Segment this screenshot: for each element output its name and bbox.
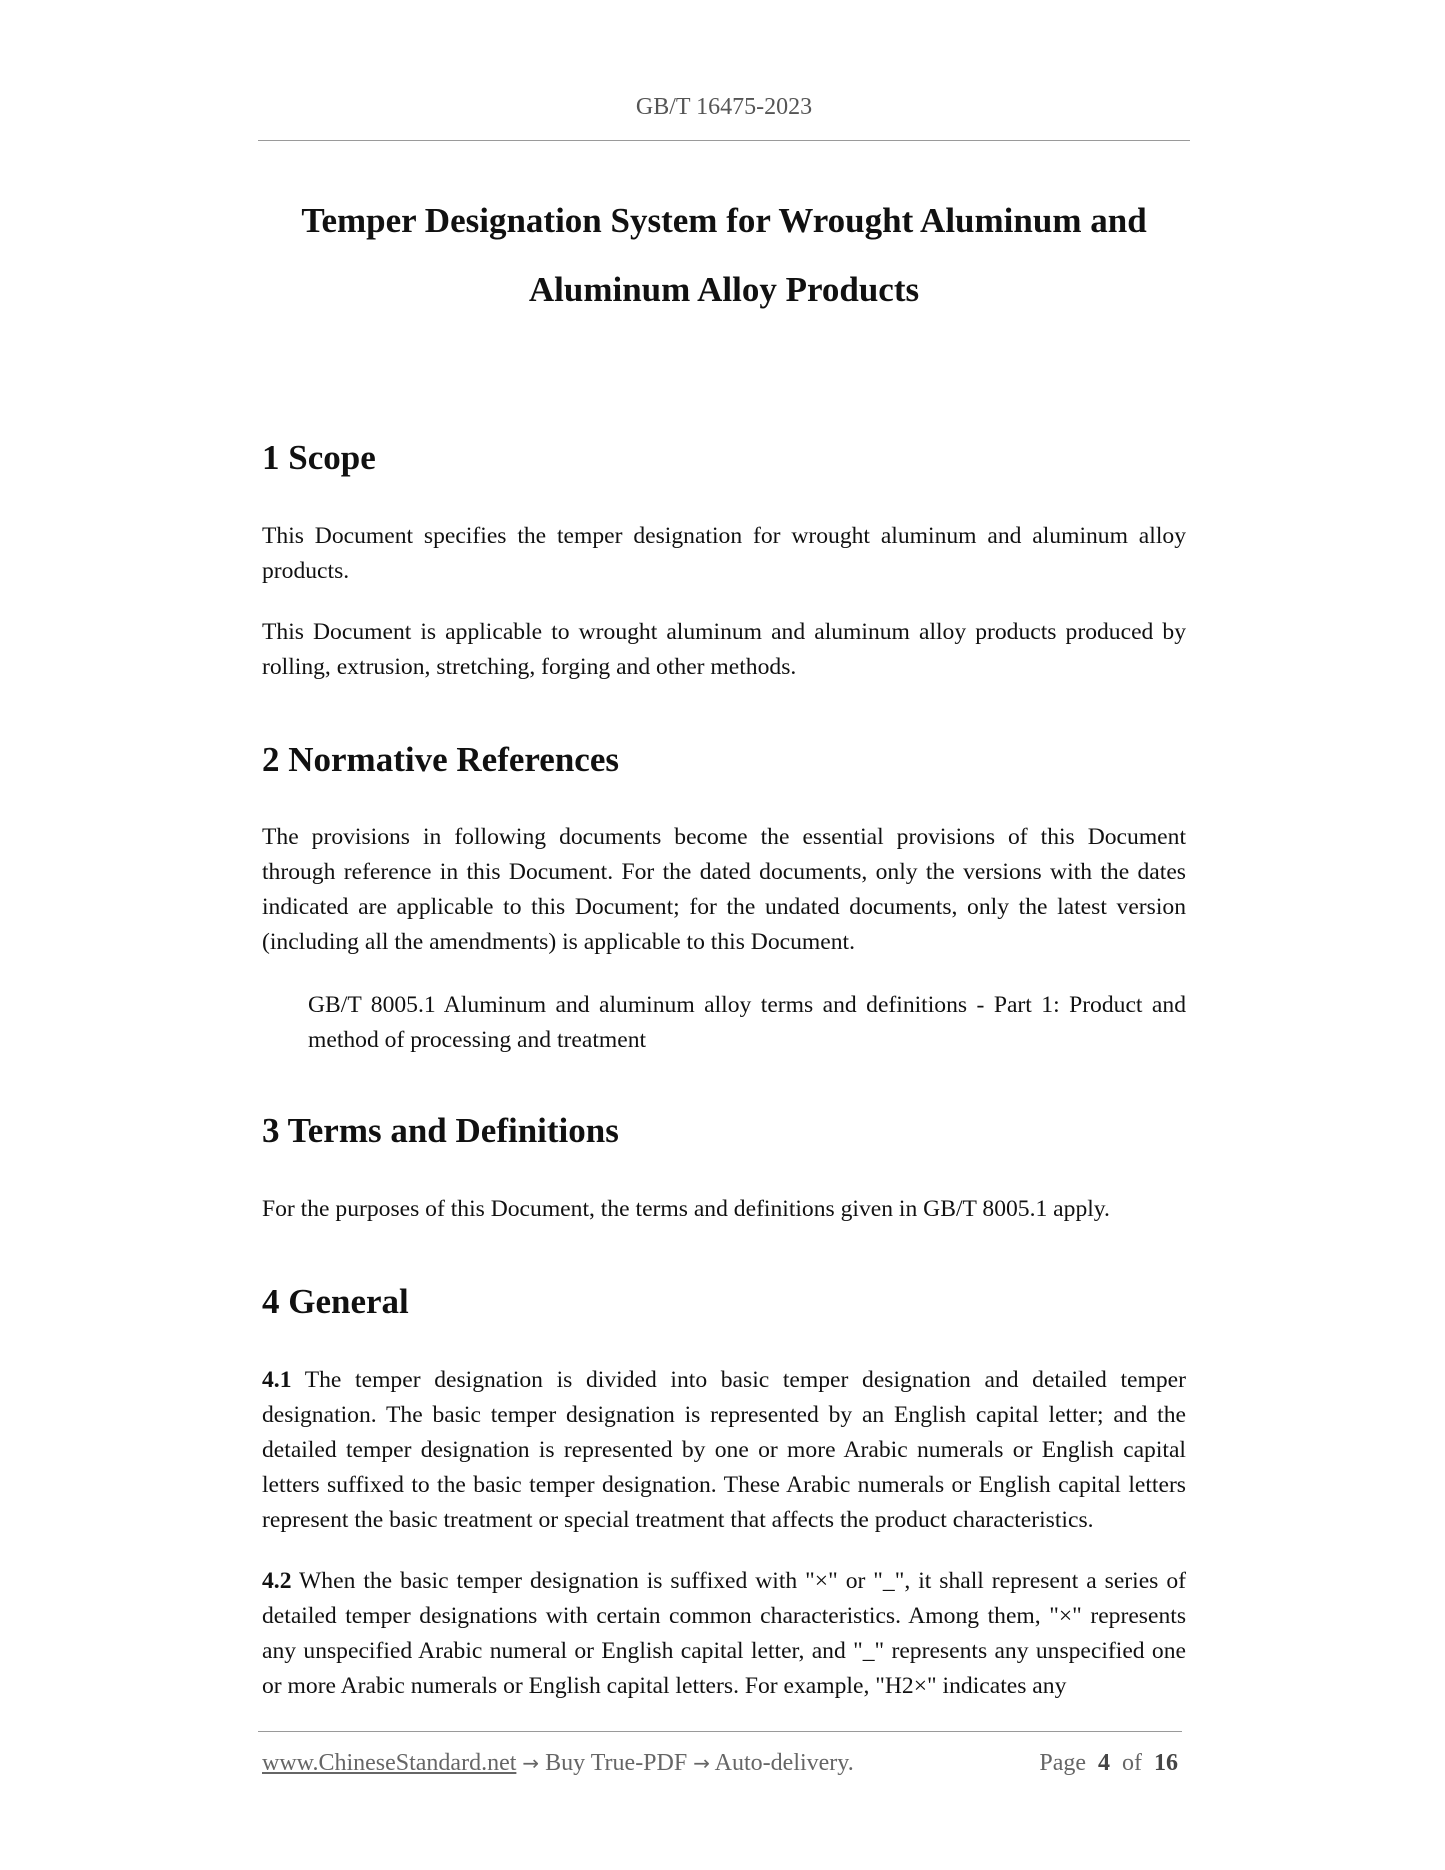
of-label: of [1122,1750,1142,1776]
section-heading-normative-references: 2 Normative References [262,740,619,779]
section-heading-general: 4 General [262,1282,409,1321]
document-title-line-1: Temper Designation System for Wrought Aluminum and [301,201,1147,240]
arrow-right-icon: → [693,1751,710,1775]
page-number [1039,1750,1178,1777]
terms-definitions-paragraph: For the purposes of this Document, the terms and definitions given in GB/T 8005.1 apply. [262,1196,1110,1222]
section-heading-terms-and-definitions: 3 Terms and Definitions [262,1111,619,1150]
normative-references-paragraph: The provisions in following documents become the essential provisions of this Document through reference in this Document. For the dated documents, only the versions with the dates indicated are applicable to this Document; for the undated documents, only the latest version (including all the amendments) is applicable to this Document. [262,824,1186,955]
footer-divider [258,1731,1182,1732]
header-divider [258,140,1190,141]
section-heading-scope: 1 Scope [262,438,376,477]
clause-4-1 [262,1363,1186,1538]
footer-delivery-text: Auto-delivery. [714,1750,854,1776]
arrow-right-icon: → [522,1751,540,1775]
running-header-standard-code: GB/T 16475-2023 [635,94,813,120]
scope-paragraph-2: This Document is applicable to wrought aluminum and aluminum alloy products produced by rolling, extrusion, stretching, forging and other methods. [262,619,1186,680]
normative-reference-item: GB/T 8005.1 Aluminum and aluminum alloy terms and definitions - Part 1: Product and method of processing and treatment [308,992,1186,1053]
footer-buy-text: Buy True-PDF [545,1750,688,1776]
site-link[interactable]: www.ChineseStandard.net [262,1750,517,1776]
scope-paragraph-1: This Document specifies the temper designation for wrought aluminum and aluminum alloy products. [262,523,1186,584]
clause-4-1-number: 4.1 [262,1367,292,1393]
footer-promo [262,1750,854,1777]
page-total: 16 [1154,1750,1178,1776]
clause-4-2-number: 4.2 [262,1568,292,1594]
document-title [262,186,1186,324]
page-current: 4 [1098,1750,1110,1776]
document-title-line-2: Aluminum Alloy Products [528,270,920,309]
page-label: Page [1039,1750,1086,1776]
clause-4-2-text: When the basic temper designation is suffixed with "×" or "_", it shall represent a series of detailed temper designations with certain common characteristics. Among them, "×" represents any unspecified Arabic numeral or English capital letter, and "_" represents any unspecified one or more Arabic numerals or English capital letters. For example, "H2×" indicates any [262,1568,1186,1699]
clause-4-2 [262,1564,1186,1704]
clause-4-1-text: The temper designation is divided into basic temper designation and detailed temper designation. The basic temper designation is represented by an English capital letter; and the detailed temper designation is represented by one or more Arabic numerals or English capital letters suffixed to the basic temper designation. These Arabic numerals or English capital letters represent the basic treatment or special treatment that affects the product characteristics. [262,1367,1186,1533]
